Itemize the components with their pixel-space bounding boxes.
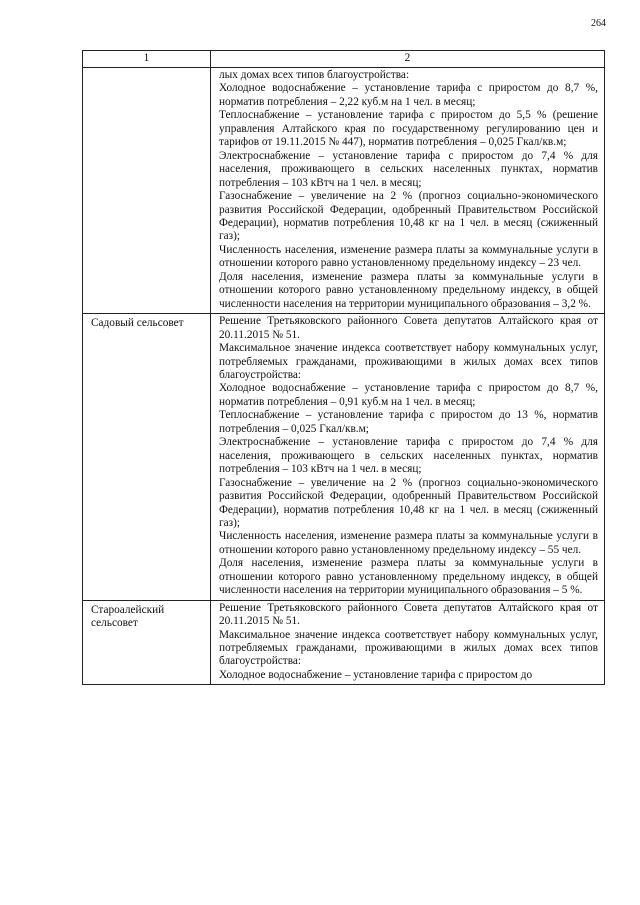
region-cell: Садовый сельсовет (83, 314, 211, 601)
paragraph: Газоснабжение – увеличение на 2 % (прогноз социально-экономического развития Российской Федерации, одобренный Правительством Российской Федерации), норматив потребления 10,48 кг на 1 чел. в месяц (сжиженный газ); (219, 476, 598, 529)
table-row (83, 68, 605, 314)
paragraph: Холодное водоснабжение – установление тарифа с приростом до 8,7 %, норматив потребления – 0,91 куб.м на 1 чел. в месяц; (219, 382, 598, 408)
paragraph: Максимальное значение индекса соответствует набору коммунальных услуг, потребляемых гражданами, проживающими в жилых домах всех типов благоустройства: (219, 342, 598, 381)
paragraph: Доля населения, изменение размера платы за коммунальные услуги в отношении которого равно установленному предельному индексу, в общей численности населения на территории муниципального образования – 5 %. (219, 557, 598, 597)
paragraph: Электроснабжение – установление тарифа с приростом до 7,4 % для населения, проживающего в сельских населенных пунктах, норматив потребления – 103 кВтч на 1 чел. в месяц; (219, 149, 598, 189)
region-cell: Староалейский сельсовет (83, 600, 211, 685)
paragraph: Решение Третьяковского районного Совета депутатов Алтайского края от 20.11.2015 № 51. (219, 315, 598, 341)
table-row (83, 314, 605, 601)
column-header-2: 2 (211, 51, 605, 68)
paragraph: Доля населения, изменение размера платы за коммунальные услуги в отношении которого равно установленному предельному индексу, в общей численности населения на территории муниципального образования – 3,2 %. (219, 270, 598, 310)
paragraph: Численность населения, изменение размера платы за коммунальные услуги в отношении которого равно установленному предельному индексу – 23 чел. (219, 243, 598, 270)
content-cell (211, 68, 605, 314)
paragraph: Холодное водоснабжение – установление тарифа с приростом до 8,7 %, норматив потребления – 2,22 куб.м на 1 чел. в месяц; (219, 82, 598, 108)
paragraph: Газоснабжение – увеличение на 2 % (прогноз социально-экономического развития Российской Федерации, одобренный Правительством Российской Федерации), норматив потребления 10,48 кг на 1 чел. в месяц (сжиженный газ); (219, 190, 598, 243)
page-number: 264 (591, 18, 606, 29)
paragraph: Численность населения, изменение размера платы за коммунальные услуги в отношении которого равно установленному предельному индексу – 55 чел. (219, 530, 598, 556)
paragraph: Теплоснабжение – установление тарифа с приростом до 5,5 % (решение управления Алтайского края по государственному регулированию цен и тарифов от 19.11.2015 № 447), норматив потребления – 0,025 Гкал/кв.м; (219, 109, 598, 149)
paragraph: Максимальное значение индекса соответствует набору коммунальных услуг, потребляемых гражданами, проживающими в жилых домах всех типов благоустройства: (219, 628, 598, 668)
content-cell (211, 600, 605, 685)
column-header-1: 1 (83, 51, 211, 68)
table-row (83, 600, 605, 685)
paragraph: лых домах всех типов благоустройства: (219, 69, 410, 81)
paragraph: Холодное водоснабжение – установление тарифа с приростом до (219, 668, 533, 681)
table-header-row (83, 51, 605, 68)
content-cell (211, 314, 605, 601)
paragraph: Теплоснабжение – установление тарифа с приростом до 13 %, норматив потребления – 0,025 Гкал/кв.м; (219, 409, 598, 435)
paragraph: Решение Третьяковского районного Совета депутатов Алтайского края от 20.11.2015 № 51. (219, 601, 598, 628)
region-cell (83, 68, 211, 314)
paragraph: Электроснабжение – установление тарифа с приростом до 7,4 % для населения, проживающего в сельских населенных пунктах, норматив потребления – 103 кВтч на 1 чел. в месяц; (219, 436, 598, 476)
document-table (82, 50, 605, 685)
